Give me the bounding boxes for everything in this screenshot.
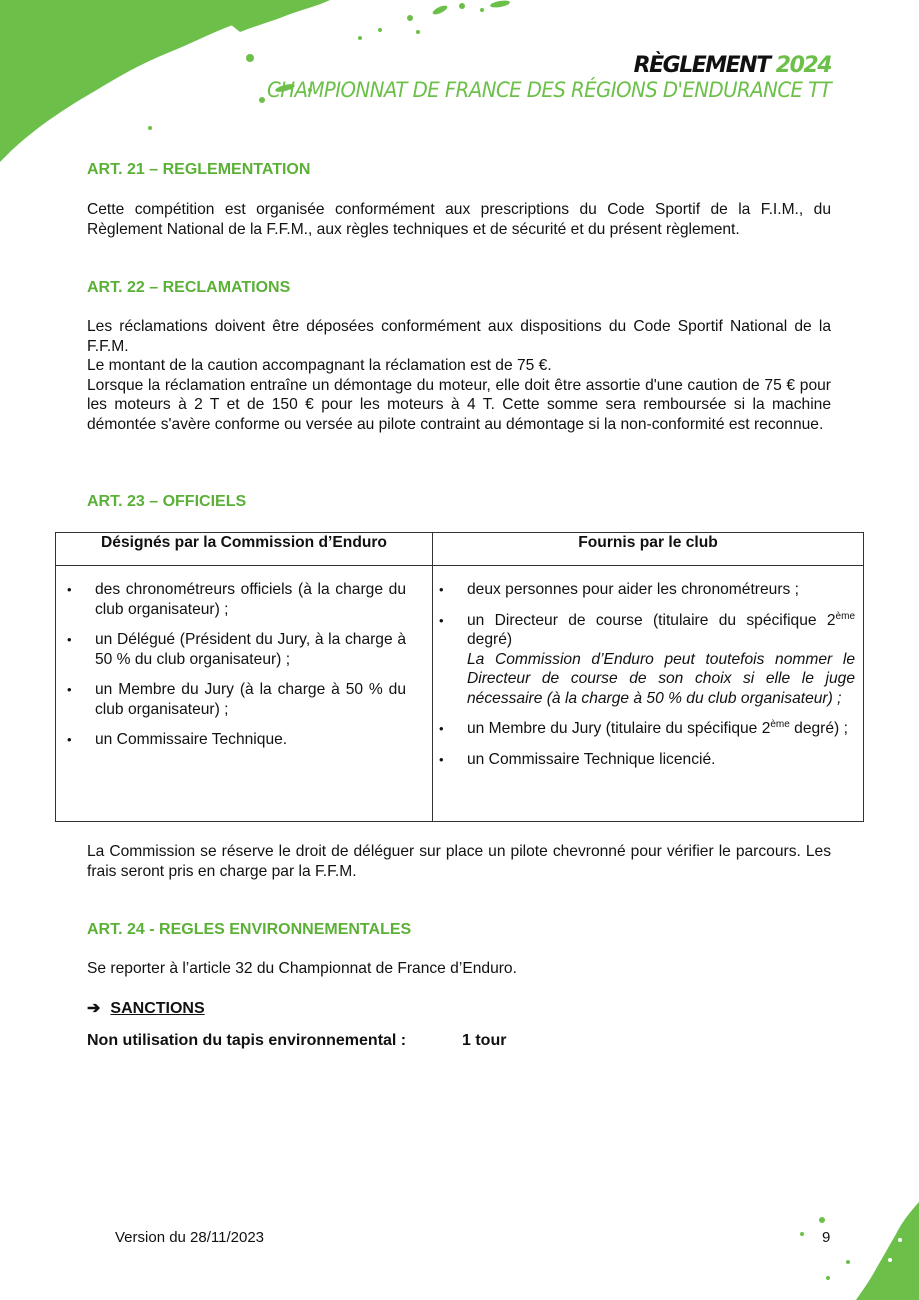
commission-officials-list xyxy=(56,580,432,750)
header-title-word: RÈGLEMENT xyxy=(633,53,770,78)
penalty-label: Non utilisation du tapis environnemental : xyxy=(87,1032,407,1049)
list-item-text: un Membre du Jury (titulaire du spécifique 2 xyxy=(467,720,771,737)
list-item-text: un Commissaire Technique. xyxy=(95,731,288,748)
club-officials-list xyxy=(433,580,863,769)
art22-heading: ART. 22 – RECLAMATIONS xyxy=(87,279,291,296)
italic-note: La Commission d’Enduro peut toutefois nommer le Directeur de course de son choix si elle le juge nécessaire (à la charge à 50 % du club organisateur) ; xyxy=(467,650,855,707)
list-item-text: deux personnes pour aider les chronométreurs ; xyxy=(467,581,799,598)
art23-heading: ART. 23 – OFFICIELS xyxy=(87,493,247,510)
list-item xyxy=(433,580,863,600)
superscript: ème xyxy=(835,610,855,622)
list-item-text: un Directeur de course (titulaire du spécifique 2 xyxy=(467,611,836,629)
header-subtitle: CHAMPIONNAT DE FRANCE DES RÉGIONS D'ENDURANCE TT xyxy=(266,78,831,102)
art23-after-text xyxy=(87,842,831,881)
art22-paragraph-3: Lorsque la réclamation entraîne un démontage du moteur, elle doit être assortie d'une caution de 75 € pour les moteurs à 2 T et de 150 € pour les moteurs à 4 T. Cette somme sera remboursée si la machine démontée s'avère conforme ou versée au pilote contraint au démontage si la non-conformité est reconnue. xyxy=(87,376,831,433)
list-item xyxy=(433,750,863,770)
bullet: • xyxy=(67,732,72,747)
table-row xyxy=(56,566,864,822)
header-title xyxy=(231,54,831,78)
sanctions-heading xyxy=(87,999,205,1019)
art23-paragraph: La Commission se réserve le droit de déléguer sur place un pilote chevronné pour vérifier le parcours. Les frais seront pris en charge par la F.F.M. xyxy=(87,843,831,880)
list-item-text: degré) xyxy=(467,631,513,648)
art21-heading: ART. 21 – REGLEMENTATION xyxy=(87,161,311,178)
bullet: • xyxy=(439,721,444,736)
arrow-right-icon: ➔ xyxy=(87,1000,101,1017)
list-item xyxy=(433,611,863,709)
art22-paragraph-2: Le montant de la caution accompagnant la réclamation est de 75 €. xyxy=(87,357,552,374)
list-item xyxy=(56,580,432,619)
list-item-text: un Délégué (Président du Jury, à la charge à 50 % du club organisateur) ; xyxy=(95,631,406,668)
sanctions-label: SANCTIONS xyxy=(110,1000,205,1017)
list-item-text: un Membre du Jury (à la charge à 50 % du club organisateur) ; xyxy=(95,681,406,718)
list-item-text: un Commissaire Technique licencié. xyxy=(467,750,716,768)
document-header xyxy=(231,54,831,102)
penalty-line xyxy=(87,1031,507,1051)
penalty-value: 1 tour xyxy=(462,1032,507,1049)
list-item xyxy=(56,730,432,750)
art21-text xyxy=(87,200,831,239)
footer-splatter-graphic xyxy=(760,1200,919,1300)
bullet: • xyxy=(67,682,72,697)
list-item-text: des chronométreurs officiels (à la charge du club organisateur) ; xyxy=(95,581,406,618)
art24-paragraph: Se reporter à l’article 32 du Championnat de France d’Enduro. xyxy=(87,960,517,977)
list-item xyxy=(433,719,863,739)
bullet: • xyxy=(439,751,444,767)
club-officials-cell xyxy=(433,566,864,822)
list-item xyxy=(56,630,432,669)
art21-paragraph: Cette compétition est organisée conformément aux prescriptions du Code Sportif de la F.I.M., du Règlement National de la F.F.M., aux règles techniques et de sécurité et du présent règlement. xyxy=(87,201,831,238)
table-header-commission: Désignés par la Commission d’Enduro xyxy=(56,533,433,566)
art22-paragraph-1: Les réclamations doivent être déposées conformément aux dispositions du Code Sportif National de la F.F.M. xyxy=(87,318,831,355)
bullet: • xyxy=(67,582,72,597)
bullet: • xyxy=(439,582,444,597)
art22-text xyxy=(87,317,831,434)
table-header-club: Fournis par le club xyxy=(433,533,864,566)
superscript: ème xyxy=(770,718,790,730)
page-number: 9 xyxy=(822,1229,831,1246)
table-header-row xyxy=(56,533,864,566)
art24-heading: ART. 24 - REGLES ENVIRONNEMENTALES xyxy=(87,921,412,938)
header-title-year: 2024 xyxy=(775,53,831,78)
art24-text xyxy=(87,959,831,979)
bullet: • xyxy=(67,632,72,647)
list-item xyxy=(56,680,432,719)
officials-table xyxy=(55,532,864,822)
commission-officials-cell xyxy=(56,566,433,822)
footer-version: Version du 28/11/2023 xyxy=(115,1229,265,1246)
list-item-text: degré) ; xyxy=(789,720,848,737)
bullet: • xyxy=(439,612,444,628)
